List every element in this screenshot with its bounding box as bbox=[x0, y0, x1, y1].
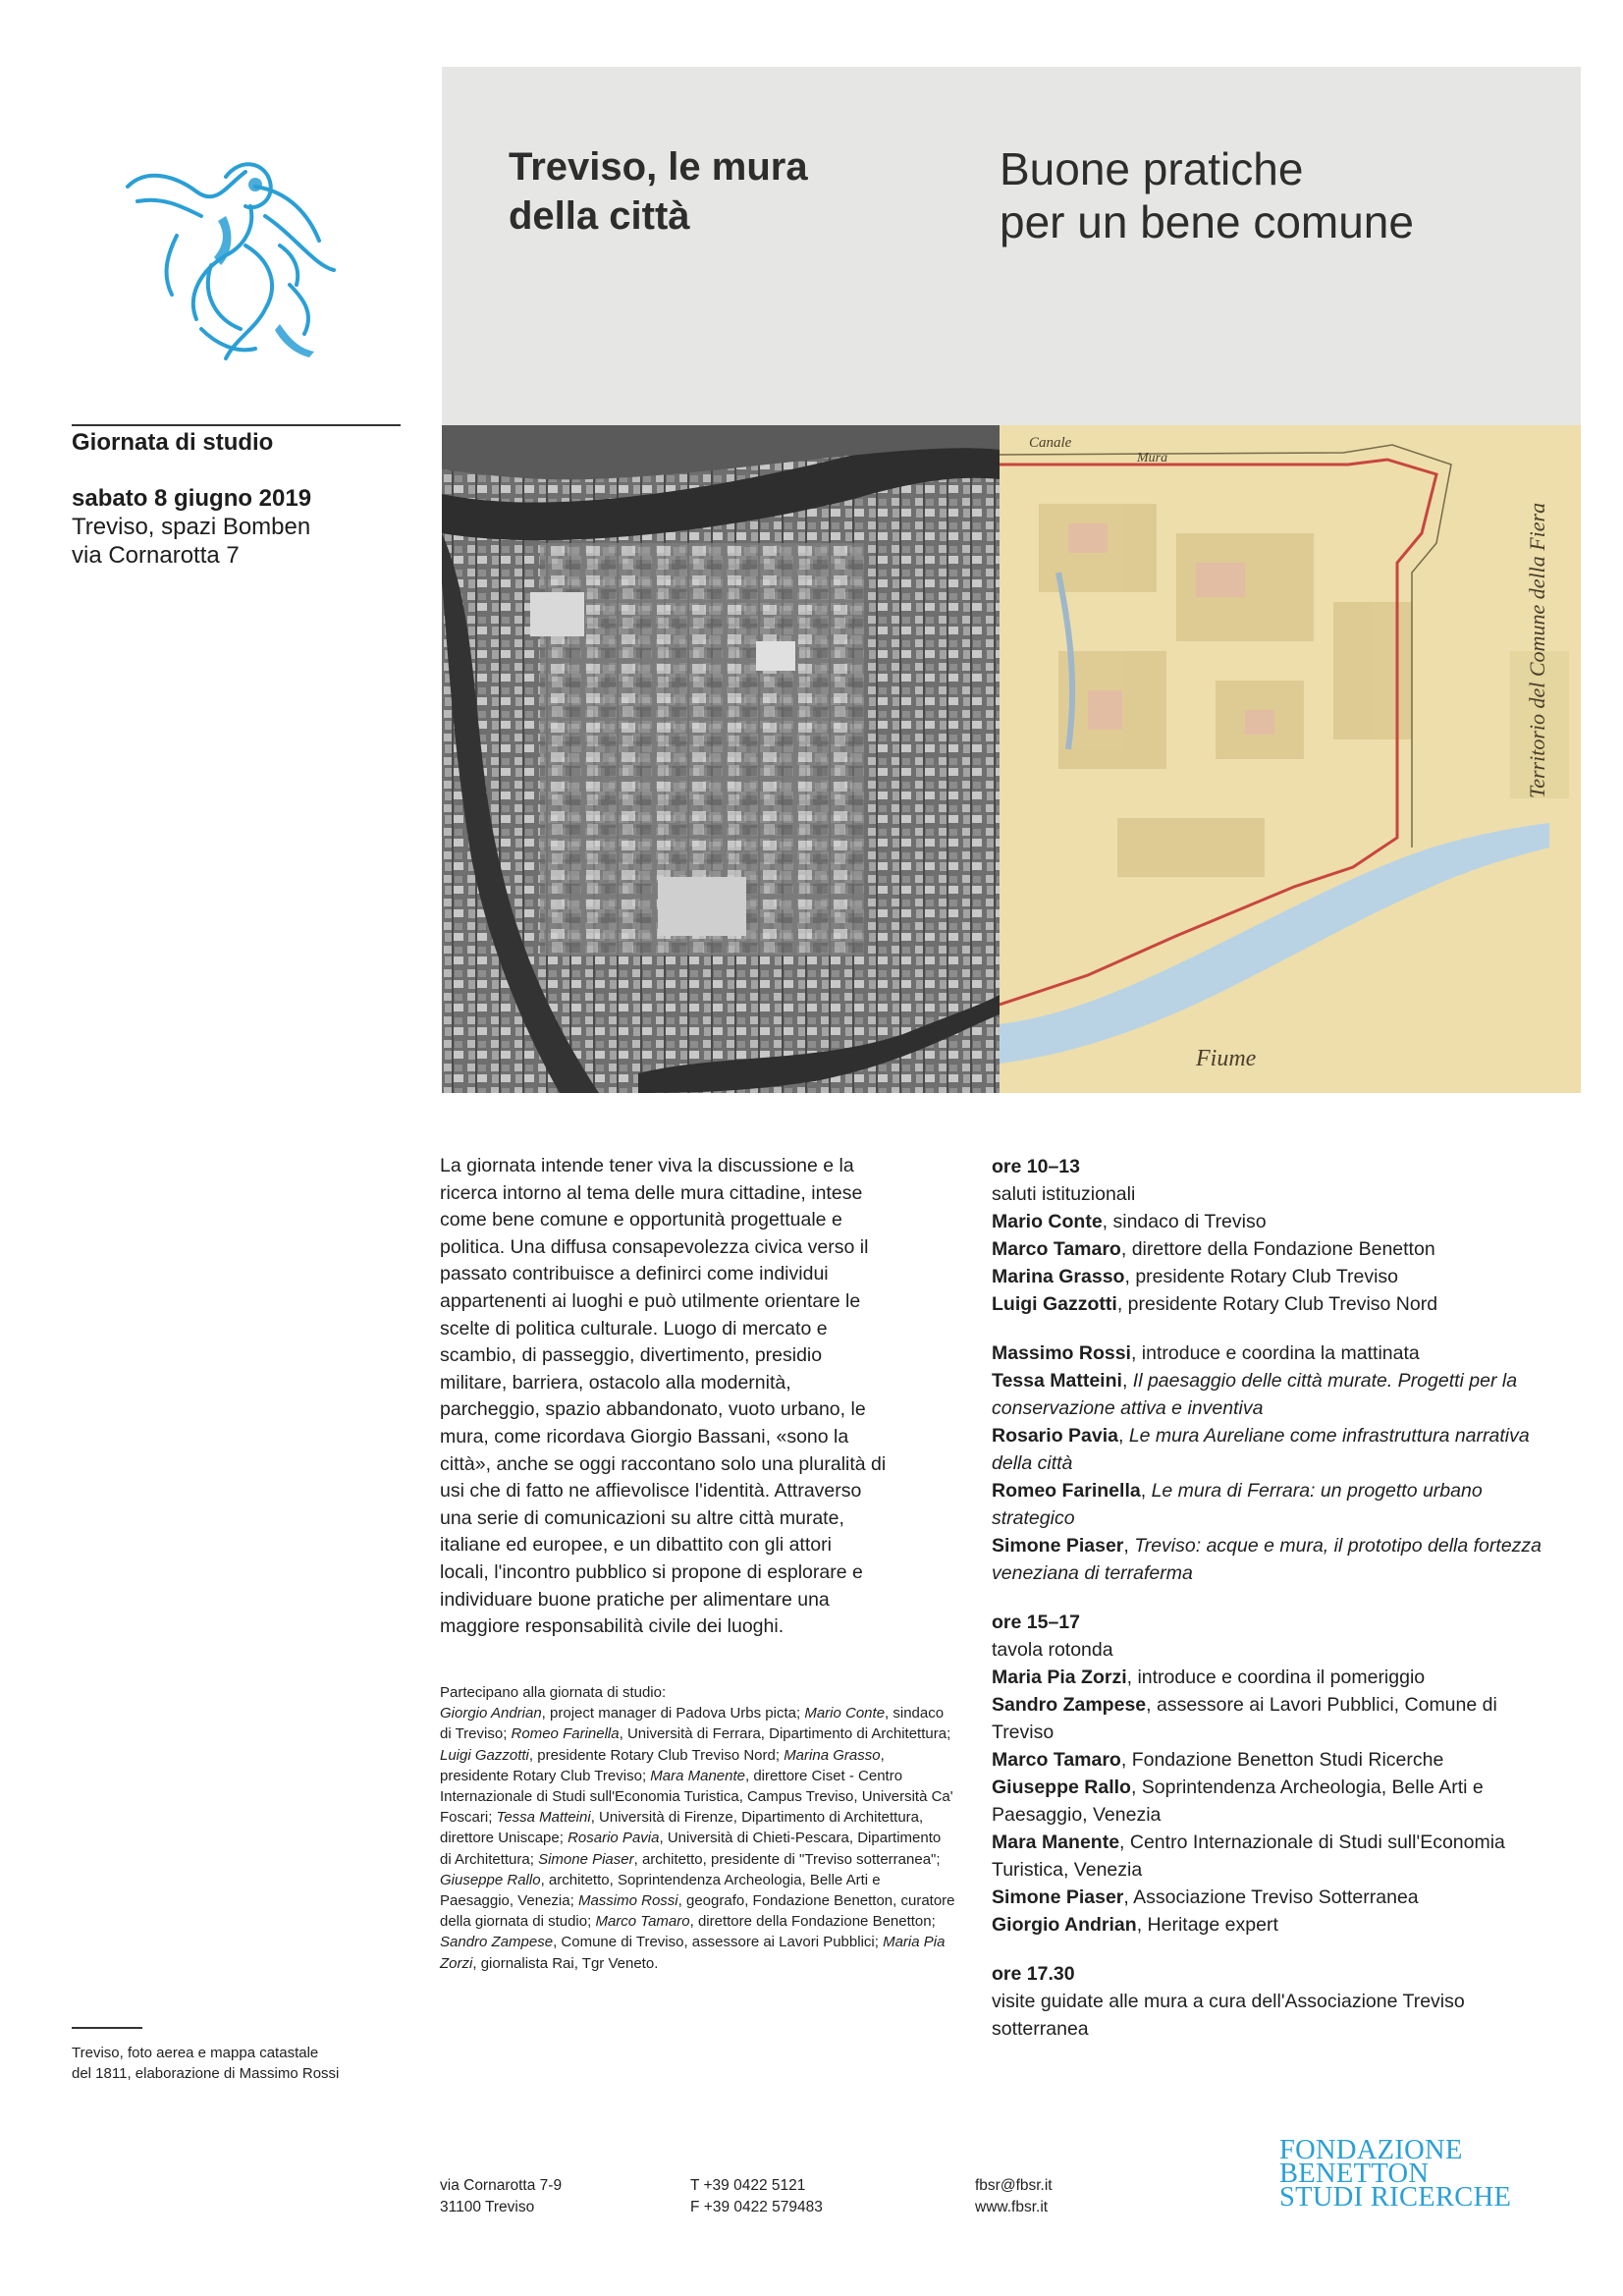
participant-name: Marco Tamaro bbox=[595, 1913, 690, 1931]
program-session bbox=[992, 1960, 1542, 2043]
event-place bbox=[72, 513, 310, 570]
program-line bbox=[992, 1367, 1542, 1422]
program-line-text: , Fondazione Benetton Studi Ricerche bbox=[1120, 1749, 1444, 1771]
fondazione-benetton-logo bbox=[1279, 2135, 1535, 2213]
participant-role: Università di Ferrara, Dipartimento di Architettura bbox=[626, 1725, 947, 1743]
participant-name: Marina Grasso bbox=[784, 1746, 881, 1764]
program-line-text: , Soprintendenza Archeologia, Belle Arti e Paesaggio, Venezia bbox=[992, 1777, 1484, 1826]
email-link[interactable]: fbsr@fbsr.it bbox=[975, 2177, 1053, 2194]
program-line bbox=[992, 1532, 1542, 1587]
logo-line2: BENETTON bbox=[1279, 2159, 1430, 2189]
speaker-name: Sandro Zampese bbox=[992, 1694, 1147, 1716]
address-line1: via Cornarotta 7-9 bbox=[440, 2177, 563, 2194]
event-place-line2: via Cornarotta 7 bbox=[72, 542, 240, 569]
logo-line1: FONDAZIONE bbox=[1279, 2135, 1463, 2165]
program-line bbox=[992, 1235, 1542, 1263]
program-line-text: , Heritage expert bbox=[1136, 1914, 1278, 1936]
participant-role: geografo, Fondazione Benetton, curatore della giornata di studio bbox=[440, 1892, 955, 1931]
talk-title: Le mura di Ferrara: un progetto urbano strategico bbox=[992, 1480, 1483, 1529]
participants-list bbox=[440, 1682, 955, 1974]
speaker-name: Simone Piaser bbox=[992, 1535, 1124, 1557]
program-line-text: , sindaco di Treviso bbox=[1102, 1211, 1267, 1232]
event-title-line2: della città bbox=[509, 194, 690, 238]
participant-role: Università di Firenze, Dipartimento di Architettura, direttore Uniscape bbox=[440, 1809, 924, 1847]
speaker-name: Marina Grasso bbox=[992, 1266, 1125, 1287]
program-line bbox=[992, 1988, 1542, 2043]
participant-role: architetto, presidente di "Treviso sotterranea" bbox=[641, 1850, 937, 1868]
program-line-text: , presidente Rotary Club Treviso Nord bbox=[1116, 1293, 1438, 1315]
map-label-fiume: Fiume bbox=[1196, 1046, 1257, 1071]
speaker-name: Marco Tamaro bbox=[992, 1238, 1121, 1260]
session-time: ore 17.30 bbox=[992, 1963, 1075, 1985]
participant-name: Mario Conte bbox=[804, 1705, 886, 1722]
program-line bbox=[992, 1339, 1542, 1367]
participant-role: direttore della Fondazione Benetton bbox=[697, 1913, 932, 1931]
program-line bbox=[992, 1422, 1542, 1477]
speaker-name: Tessa Matteini bbox=[992, 1370, 1122, 1392]
program-line-text: , bbox=[1117, 1425, 1129, 1447]
session-time: ore 15–17 bbox=[992, 1612, 1080, 1633]
map-label-side: Territorio del Comune della Fiera bbox=[1525, 502, 1549, 798]
address-line2: 31100 Treviso bbox=[440, 2199, 535, 2215]
event-place-line1: Treviso, spazi Bomben bbox=[72, 514, 311, 540]
participant-role: direttore Ciset - Centro Internazionale di Studi sull'Economia Turistica, Campus Treviso, Università Ca' Foscari bbox=[440, 1767, 953, 1827]
program-line bbox=[992, 1263, 1542, 1290]
program-line bbox=[992, 1208, 1542, 1235]
program-line bbox=[992, 1829, 1542, 1884]
speaker-name: Maria Pia Zorzi bbox=[992, 1667, 1127, 1688]
aerial-photo bbox=[442, 425, 1000, 1093]
event-subtitle-line2: per un bene comune bbox=[1000, 196, 1414, 247]
program-line-text: , Associazione Treviso Sotterranea bbox=[1123, 1886, 1419, 1908]
program-schedule bbox=[992, 1153, 1542, 2064]
participant-name: Rosario Pavia bbox=[568, 1830, 660, 1847]
participant-role: sindaco di Treviso bbox=[440, 1705, 945, 1743]
event-date: sabato 8 giugno 2019 bbox=[72, 485, 312, 512]
participant-name: Maria Pia Zorzi bbox=[440, 1934, 946, 1972]
participants-body: Giorgio Andrian, project manager di Padova Urbs picta; Mario Conte, sindaco di Treviso; Romeo Farinella, Università di Ferrara, Dipartimento di Architettura; Luigi Gazzotti, presidente Rotary Club Treviso Nord; Marina Grasso, presidente Rotary Club Treviso; Mara Manente, direttore Ciset - Centro Internazionale di Studi sull'Economia Turistica, Campus Treviso, Università Ca' Foscari; Tessa Matteini, Università di Firenze, Dipartimento di Architettura, direttore Uniscape; Rosario Pavia, Università di Chieti-Pescara, Dipartimento di Architettura; Simone Piaser, architetto, presidente di "Treviso sotterranea"; Giuseppe Rallo, architetto, Soprintendenza Archeologia, Belle Arti e Paesaggio, Venezia; Massimo Rossi, geografo, Fondazione Benetton, curatore della giornata di studio; Marco Tamaro, direttore della Fondazione Benetton; Sandro Zampese, Comune di Treviso, assessore ai Lavori Pubblici; Maria Pia Zorzi, giornalista Rai, Tgr Veneto. bbox=[440, 1705, 955, 1972]
speaker-name: Rosario Pavia bbox=[992, 1425, 1118, 1447]
participant-name: Giorgio Andrian bbox=[440, 1705, 542, 1722]
participants-heading: Partecipano alla giornata di studio: bbox=[440, 1684, 667, 1701]
participant-name: Luigi Gazzotti bbox=[440, 1746, 529, 1764]
event-type: Giornata di studio bbox=[72, 429, 274, 456]
participant-name: Romeo Farinella bbox=[511, 1725, 620, 1743]
program-line-text: , assessore ai Lavori Pubblici, Comune di Treviso bbox=[992, 1694, 1497, 1743]
footer-phone bbox=[690, 2175, 823, 2218]
program-session bbox=[992, 1609, 1542, 1939]
program-line bbox=[992, 1636, 1542, 1664]
program-line-text: , introduce e coordina la mattinata bbox=[1130, 1342, 1420, 1364]
participant-role: presidente Rotary Club Treviso Nord bbox=[537, 1746, 776, 1764]
program-line-text: , direttore della Fondazione Benetton bbox=[1120, 1238, 1435, 1260]
program-line bbox=[992, 1290, 1542, 1318]
program-line bbox=[992, 1774, 1542, 1829]
program-line-text: , presidente Rotary Club Treviso bbox=[1124, 1266, 1399, 1287]
participant-name: Giuseppe Rallo bbox=[440, 1871, 541, 1888]
participant-role: presidente Rotary Club Treviso bbox=[440, 1767, 642, 1784]
program-line-text: tavola rotonda bbox=[992, 1639, 1113, 1661]
event-title bbox=[509, 142, 921, 241]
speaker-name: Giuseppe Rallo bbox=[992, 1777, 1131, 1798]
image-caption: Treviso, foto aerea e mappa catastale del 1811, elaborazione di Massimo Rossi bbox=[72, 2045, 340, 2082]
participant-role: project manager di Padova Urbs picta bbox=[550, 1705, 796, 1722]
fax-number: F +39 0422 579483 bbox=[690, 2199, 823, 2215]
map-label-mura: Mura bbox=[1137, 451, 1168, 465]
participant-name: Sandro Zampese bbox=[440, 1934, 554, 1951]
talk-title: Il paesaggio delle città murate. Progetti per la conservazione attiva e inventiva bbox=[992, 1370, 1518, 1419]
participant-role: giornalista Rai, Tgr Veneto bbox=[480, 1954, 655, 1972]
footer-contacts bbox=[975, 2175, 1053, 2218]
intro-paragraph: La giornata intende tener viva la discussione e la ricerca intorno al tema delle mura cittadine, intese come bene comune e opportunità progettuale e politica. Una diffusa consapevolezza civica verso il passato contribuisce a definirci come individui appartenenti ai luoghi e può utilmente orientare le scelte di politica culturale. Luogo di mercato e scambio, di passeggio, divertimento, presidio militare, barriera, ostacolo alla modernità, parcheggio, spazio abbandonato, vuoto urbano, le mura, come ricordava Giorgio Bassani, «sono la città», anche se oggi raccontano solo una pluralità di usi che di fatto ne affievolisce l'identità. Attraverso una serie di comunicazioni su altre città murate, italiane ed europee, e un dibattito con gli attori locali, l'incontro pubblico si propone di esplorare e individuare buone pratiche per alimentare una maggiore responsabilità civile dei luoghi. bbox=[440, 1155, 887, 1638]
program-line bbox=[992, 1911, 1542, 1939]
phone-number: T +39 0422 5121 bbox=[690, 2177, 806, 2194]
event-subtitle-line1: Buone pratiche bbox=[1000, 143, 1304, 194]
caption-rule bbox=[72, 2027, 142, 2029]
program-session bbox=[992, 1153, 1542, 1318]
event-title-line1: Treviso, le mura bbox=[509, 145, 808, 189]
participant-name: Tessa Matteini bbox=[496, 1809, 591, 1827]
talk-title: Treviso: acque e mura, il prototipo della fortezza veneziana di terraferma bbox=[992, 1535, 1542, 1584]
website-link[interactable]: www.fbsr.it bbox=[975, 2199, 1049, 2215]
event-subtitle bbox=[1000, 142, 1549, 248]
speaker-name: Simone Piaser bbox=[992, 1886, 1124, 1908]
program-line-text: saluti istituzionali bbox=[992, 1183, 1136, 1205]
cadastral-map-1811 bbox=[1000, 425, 1581, 1093]
program-line-text: , bbox=[1123, 1535, 1135, 1557]
speaker-name: Romeo Farinella bbox=[992, 1480, 1141, 1502]
speaker-name: Luigi Gazzotti bbox=[992, 1293, 1117, 1315]
program-line-text: , bbox=[1140, 1480, 1152, 1502]
program-line bbox=[992, 1746, 1542, 1774]
program-line-text: visite guidate alle mura a cura dell'Associazione Treviso sotterranea bbox=[992, 1991, 1465, 2040]
footer-address bbox=[440, 2175, 562, 2218]
speaker-name: Massimo Rossi bbox=[992, 1342, 1131, 1364]
map-label-canale: Canale bbox=[1029, 435, 1072, 451]
program-line bbox=[992, 1884, 1542, 1911]
program-line bbox=[992, 1691, 1542, 1746]
program-line bbox=[992, 1664, 1542, 1691]
program-session bbox=[992, 1339, 1542, 1587]
program-line bbox=[992, 1477, 1542, 1532]
participant-name: Mara Manente bbox=[650, 1767, 745, 1784]
logo-line3: STUDI RICERCHE bbox=[1279, 2182, 1512, 2213]
program-line-text: , introduce e coordina il pomeriggio bbox=[1126, 1667, 1426, 1688]
participant-name: Massimo Rossi bbox=[577, 1892, 678, 1910]
speaker-name: Giorgio Andrian bbox=[992, 1914, 1137, 1936]
speaker-name: Mario Conte bbox=[992, 1211, 1103, 1232]
participant-role: Università di Chieti-Pescara, Dipartimento di Architettura bbox=[440, 1830, 942, 1868]
program-line-text: , bbox=[1121, 1370, 1133, 1392]
participant-name: Simone Piaser bbox=[538, 1850, 634, 1868]
program-line bbox=[992, 1180, 1542, 1208]
participant-role: Comune di Treviso, assessore ai Lavori Pubblici bbox=[561, 1934, 875, 1951]
foundation-emblem-logo bbox=[108, 147, 353, 373]
speaker-name: Mara Manente bbox=[992, 1831, 1120, 1853]
participant-role: architetto, Soprintendenza Archeologia, Belle Arti e Paesaggio, Venezia bbox=[440, 1871, 881, 1910]
program-line-text: , Centro Internazionale di Studi sull'Economia Turistica, Venezia bbox=[992, 1831, 1505, 1881]
speaker-name: Marco Tamaro bbox=[992, 1749, 1121, 1771]
session-time: ore 10–13 bbox=[992, 1156, 1080, 1177]
talk-title: Le mura Aureliane come infrastruttura narrativa della città bbox=[992, 1425, 1530, 1474]
